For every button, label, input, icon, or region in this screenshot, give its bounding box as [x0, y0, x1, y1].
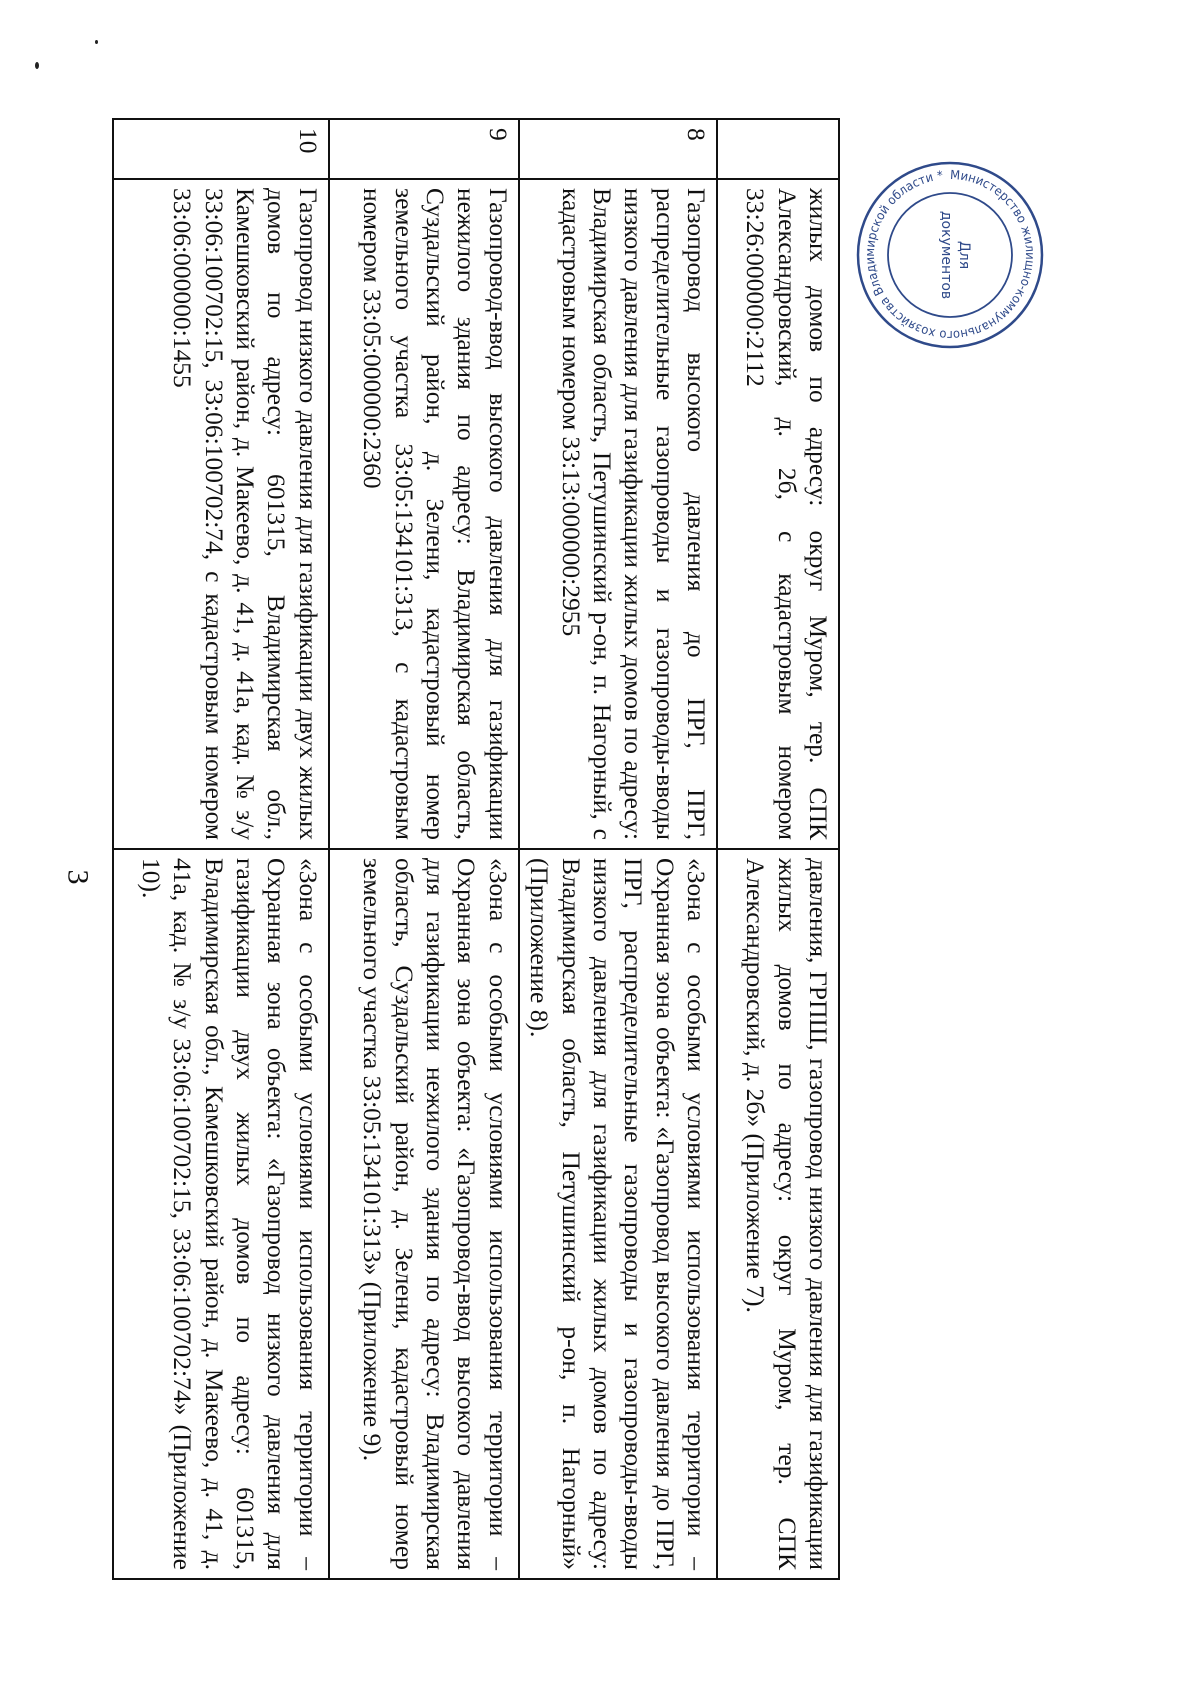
table-row [329, 119, 519, 1579]
object-name-cell: жилых домов по адресу: округ Муром, тер. СПК Александровский, д. 2б, с кадастровым номером 33:26:000000:2112 [717, 179, 839, 849]
table-row [717, 119, 839, 1579]
protection-zone-cell: «Зона с особыми условиями использования территории – Охранная зона объекта: «Газопровод высокого давления до ПРГ, ПРГ, распределительные газопроводы и газопроводы-вводы низкого давления для газификации жилых домов по адресу: Владимирская область, Петушинский р-он, п. Нагорный» (Приложение 8). [519, 849, 717, 1579]
table-row [519, 119, 717, 1579]
row-number-cell: 10 [113, 119, 329, 179]
page-number: 3 [61, 869, 95, 885]
document-table [112, 118, 840, 1580]
object-name-cell: Газопровод низкого давления для газификации двух жилых домов по адресу: 601315, Владимирская обл., Камешковский район, д. Макеево, д. 41, д. 41а, кад. № з/у 33:06:100702:15, 33:06:100702:74, с кадастровым номером 33:06:000000:1455 [113, 179, 329, 849]
stamp-center-line: Для [956, 240, 972, 270]
scan-speck [95, 40, 98, 44]
row-number-cell: 9 [329, 119, 519, 179]
stamp-ring-text: Министерство жилищно-коммунального хозяйства Владимирской области * [861, 166, 1039, 344]
row-number-cell [717, 119, 839, 179]
protection-zone-cell: «Зона с особыми условиями использования территории – Охранная зона объекта: «Газопровод низкого давления для газификации двух жилых домов по адресу: 601315, Владимирская обл., Камешковский район, д. Макеево, д. 41, д. 41а, кад. № з/у 33:06:100702:15, 33:06:100702:74» (Приложение 10). [113, 849, 329, 1579]
scan-speck [35, 62, 39, 69]
official-stamp [855, 160, 1045, 350]
table-row [113, 119, 329, 1579]
object-name-cell: Газопровод высокого давления до ПРГ, ПРГ, распределительные газопроводы и газопроводы-вводы низкого давления для газификации жилых домов по адресу: Владимирская область, Петушинский р-он, п. Нагорный, с кадастровым номером 33:13:000000:2955 [519, 179, 717, 849]
protection-zone-cell: «Зона с особыми условиями использования территории – Охранная зона объекта: «Газопровод-ввод высокого давления для газификации нежилого здания по адресу: Владимирская область, Суздальский район, д. Зелени, кадастровый номер земельного участка 33:05:134101:313» (Приложение 9). [329, 849, 519, 1579]
protection-zone-cell: давления, ГРПШ, газопровод низкого давления для газификации жилых домов по адресу: округ Муром, тер. СПК Александровский, д. 2б» (Приложение 7). [717, 849, 839, 1579]
table-rotator [120, 118, 840, 1578]
stamp-center-text [937, 160, 973, 350]
stamp-center-line: документов [937, 210, 954, 300]
row-number-cell: 8 [519, 119, 717, 179]
object-name-cell: Газопровод-ввод высокого давления для газификации нежилого здания по адресу: Владимирская область, Суздальский район, д. Зелени, кадастровый номер земельного участка 33:05:134101:313, с кадастровым номером 33:05:000000:2360 [329, 179, 519, 849]
